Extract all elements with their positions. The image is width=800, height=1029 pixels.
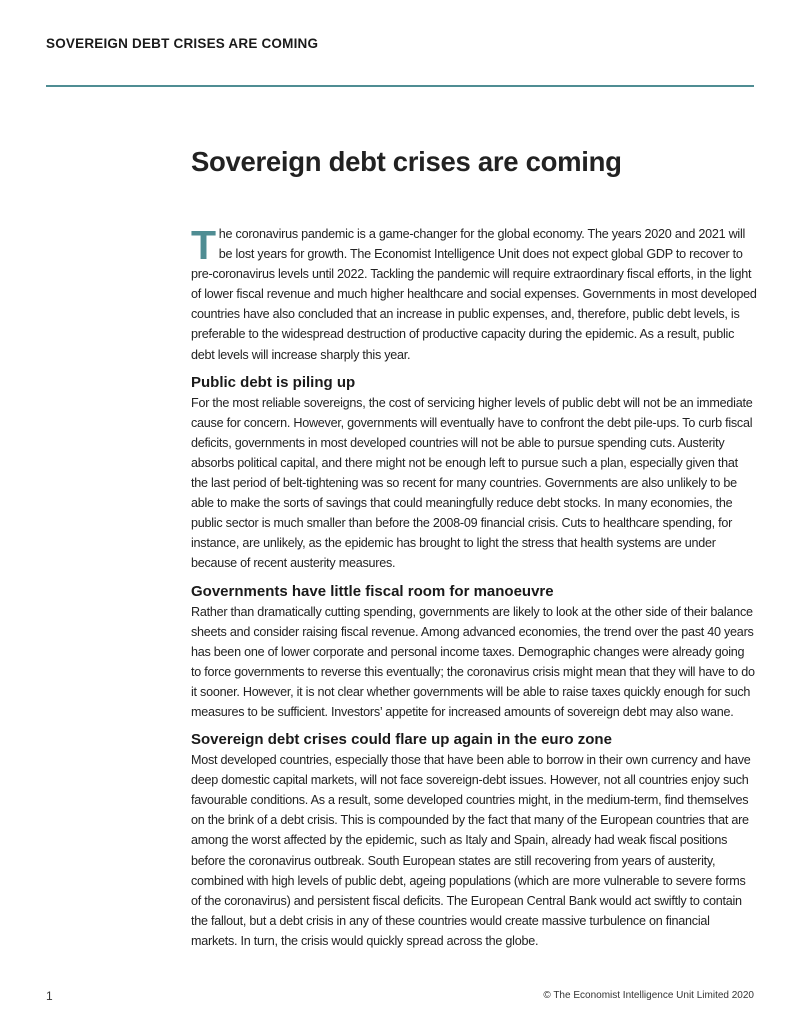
intro-text: he coronavirus pandemic is a game-changer for the global economy. The years 2020 and 2021 will be lost years for growth. The Economist Intelligence Unit does not expect global GDP to recover to pre-coronavirus levels until 2022. Tackling the pandemic will require extraordinary fiscal efforts, in the light of lower fiscal revenue and much higher healthcare and social expenses. Governments in most developed countries have also concluded that an increase in public expenses, and, therefore, public debt levels, is preferable to the widespread destruction of productive capacity during the epidemic. As a result, public debt levels will increase sharply this year. (191, 227, 757, 362)
intro-paragraph (191, 224, 757, 365)
article-body (191, 224, 757, 951)
section-paragraph-public-debt: For the most reliable sovereigns, the cost of servicing higher levels of public debt will not be an immediate cause for concern. However, governments will eventually have to confront the debt pile-ups. To curb fiscal deficits, governments in most developed countries will not be able to pursue spending cuts. Austerity absorbs political capital, and there might not be enough left to pursue such a plan, especially given that the last period of belt-tightening was so recent for many countries. Governments are also unlikely to be able to make the sorts of savings that could meaningfully reduce debt stocks. In many economies, the public sector is much smaller than before the 2008-09 financial crisis. Cuts to healthcare spending, for instance, are unlikely, as the epidemic has brought to light the stress that health systems are under because of recent austerity measures. (191, 395, 753, 571)
page-number: 1 (46, 989, 53, 1003)
section-paragraph-fiscal-room: Rather than dramatically cutting spending, governments are likely to look at the other side of their balance sheets and consider raising fiscal revenue. Among advanced economies, the trend over the past 40 years has been one of lower corporate and personal income taxes. Demographic changes were already going to force governments to reverse this eventually; the coronavirus crisis might mean that they will have to do it sooner. However, it is not clear whether governments will be able to raise taxes quickly enough for such measures to be sufficient. Investors’ appetite for increased amounts of sovereign debt may also wane. (191, 604, 755, 719)
page-title: Sovereign debt crises are coming (191, 146, 622, 177)
header-divider (46, 85, 754, 87)
running-header-title: SOVEREIGN DEBT CRISES ARE COMING (46, 36, 319, 51)
section-heading-euro-zone: Sovereign debt crises could flare up again in the euro zone (191, 731, 612, 749)
section-paragraph-euro-zone: Most developed countries, especially those that have been able to borrow in their own currency and have deep domestic capital markets, will not face sovereign-debt issues. However, not all countries enjoy such favourable conditions. As a result, some developed countries might, in the medium-term, find themselves on the brink of a debt crisis. This is compounded by the fact that many of the European countries that are among the worst affected by the epidemic, such as Italy and Spain, already had weak fiscal positions before the coronavirus outbreak. South European states are still recovering from years of austerity, combined with high levels of public debt, ageing populations (which are more vulnerable to severe forms of the coronavirus) and persistent fiscal deficits. The European Central Bank would act swiftly to contain the fallout, but a debt crisis in any of these countries would create massive turbulence on financial markets. In turn, the crisis would quickly spread across the globe. (191, 753, 751, 948)
copyright-notice: © The Economist Intelligence Unit Limited 2020 (543, 990, 754, 1001)
section-heading-public-debt: Public debt is piling up (191, 373, 356, 391)
section-heading-fiscal-room: Governments have little fiscal room for manoeuvre (191, 582, 554, 600)
drop-cap-letter: T (191, 222, 216, 268)
